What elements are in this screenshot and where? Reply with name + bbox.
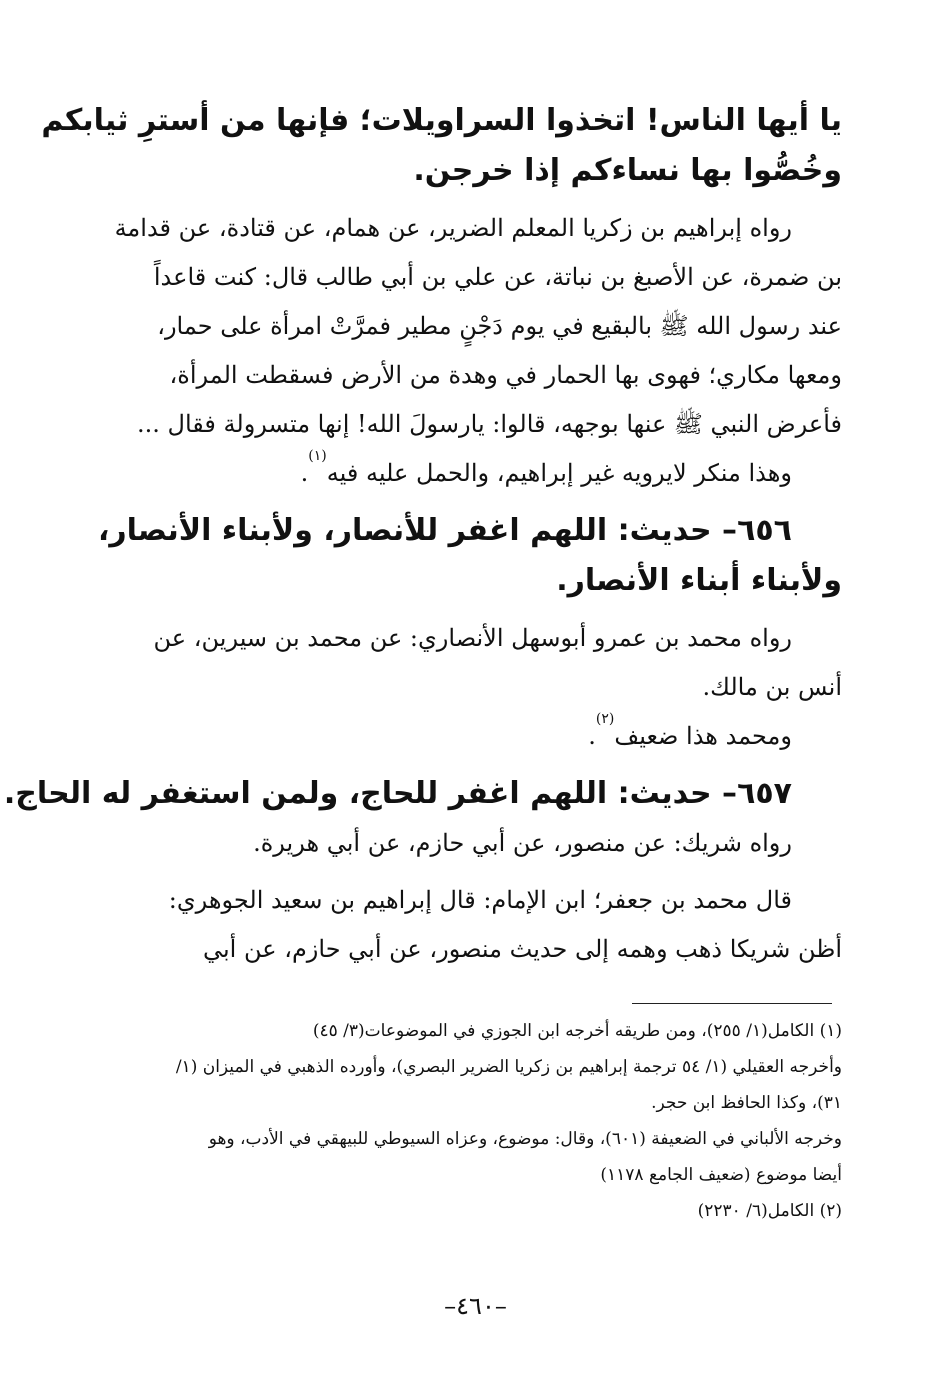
main-text [3,96,842,974]
body-paragraph-line: رواه إبراهيم بن زكريا المعلم الضرير، عن همام، عن قتادة، عن قدامة [114,214,792,242]
body-text: ومحمد هذا ضعيف [614,722,792,750]
hadith-text-line: يا أيها الناس! اتخذوا السراويلات؛ فإنها من أسترِ ثيابكم [41,103,842,138]
body-paragraph-line: رواه شريك: عن منصور، عن أبي حازم، عن أبي هريرة. [253,829,792,857]
footnote-ref: (١) [308,448,327,464]
body-paragraph-line: أنس بن مالك. [702,673,842,701]
body-paragraph-line: فأعرض النبي ﷺ عنها بوجهه، قالوا: يارسولَ الله! إنها متسرولة فقال ... [137,410,842,438]
footnote-line: (١) الكامل(١/ ٢٥٥)، ومن طريقه أخرجه ابن الجوزي في الموضوعات(٣/ ٤٥) [312,1021,842,1041]
body-paragraph-line: ومعها مكاري؛ فهوى بها الحمار في وهدة من الأرض فسقطت المرأة، [169,361,842,389]
hadith-text-line: وخُصُّوا بها نساءكم إذا خرجن. [413,153,842,188]
body-paragraph-line [82,712,842,761]
hadith-heading-656-cont: ولأبناء أبناء الأنصار. [556,563,842,598]
page-number: –٤٦٠– [444,1292,507,1320]
body-paragraph-line: أظن شريكا ذهب وهمه إلى حديث منصور، عن أبي حازم، عن أبي [203,935,842,963]
footnote-line: أيضا موضوع (ضعيف الجامع ١١٧٨) [600,1165,842,1185]
body-paragraph-line [82,449,842,498]
footnote-line: وأخرجه العقيلي (١/ ٥٤ ترجمة إبراهيم بن زكريا الضرير البصري)، وأورده الذهبي في الميزان (١/ [175,1057,842,1077]
footnote-line: وخرجه الألباني في الضعيفة (٦٠١)، وقال: موضوع، وعزاه السيوطي للبيهقي في الأدب، وهو [208,1129,842,1149]
body-paragraph-line: رواه محمد بن عمرو أبوسهل الأنصاري: عن محمد بن سيرين، عن [153,624,792,652]
footnote-line: ٣١)، وكذا الحافظ ابن حجر. [651,1093,842,1113]
hadith-heading-656: ٦٥٦– حديث: اللهم اغفر للأنصار، ولأبناء الأنصار، [97,513,792,548]
body-paragraph-line: عند رسول الله ﷺ بالبقيع في يوم دَجْنٍ مطير فمرَّتْ امرأة على حمار، [157,312,842,340]
footnote-ref: (٢) [595,711,615,727]
footnote-divider [632,1003,832,1004]
hadith-heading-657: ٦٥٧– حديث: اللهم اغفر للحاج، ولمن استغفر له الحاج. [3,776,792,811]
body-text: وهذا منكر لايرويه غير إبراهيم، والحمل عليه فيه [326,459,792,487]
body-paragraph-line: قال محمد بن جعفر؛ ابن الإمام: قال إبراهيم بن سعيد الجوهري: [168,886,792,914]
footnotes [82,1013,842,1229]
body-paragraph-line: بن ضمرة، عن الأصبغ بن نباتة، عن علي بن أبي طالب قال: كنت قاعداً [153,263,842,291]
footnote-line: (٢) الكامل(٦/ ٢٢٣٠) [697,1201,842,1221]
sentence-end: . [588,722,596,750]
sentence-end: . [300,459,309,487]
